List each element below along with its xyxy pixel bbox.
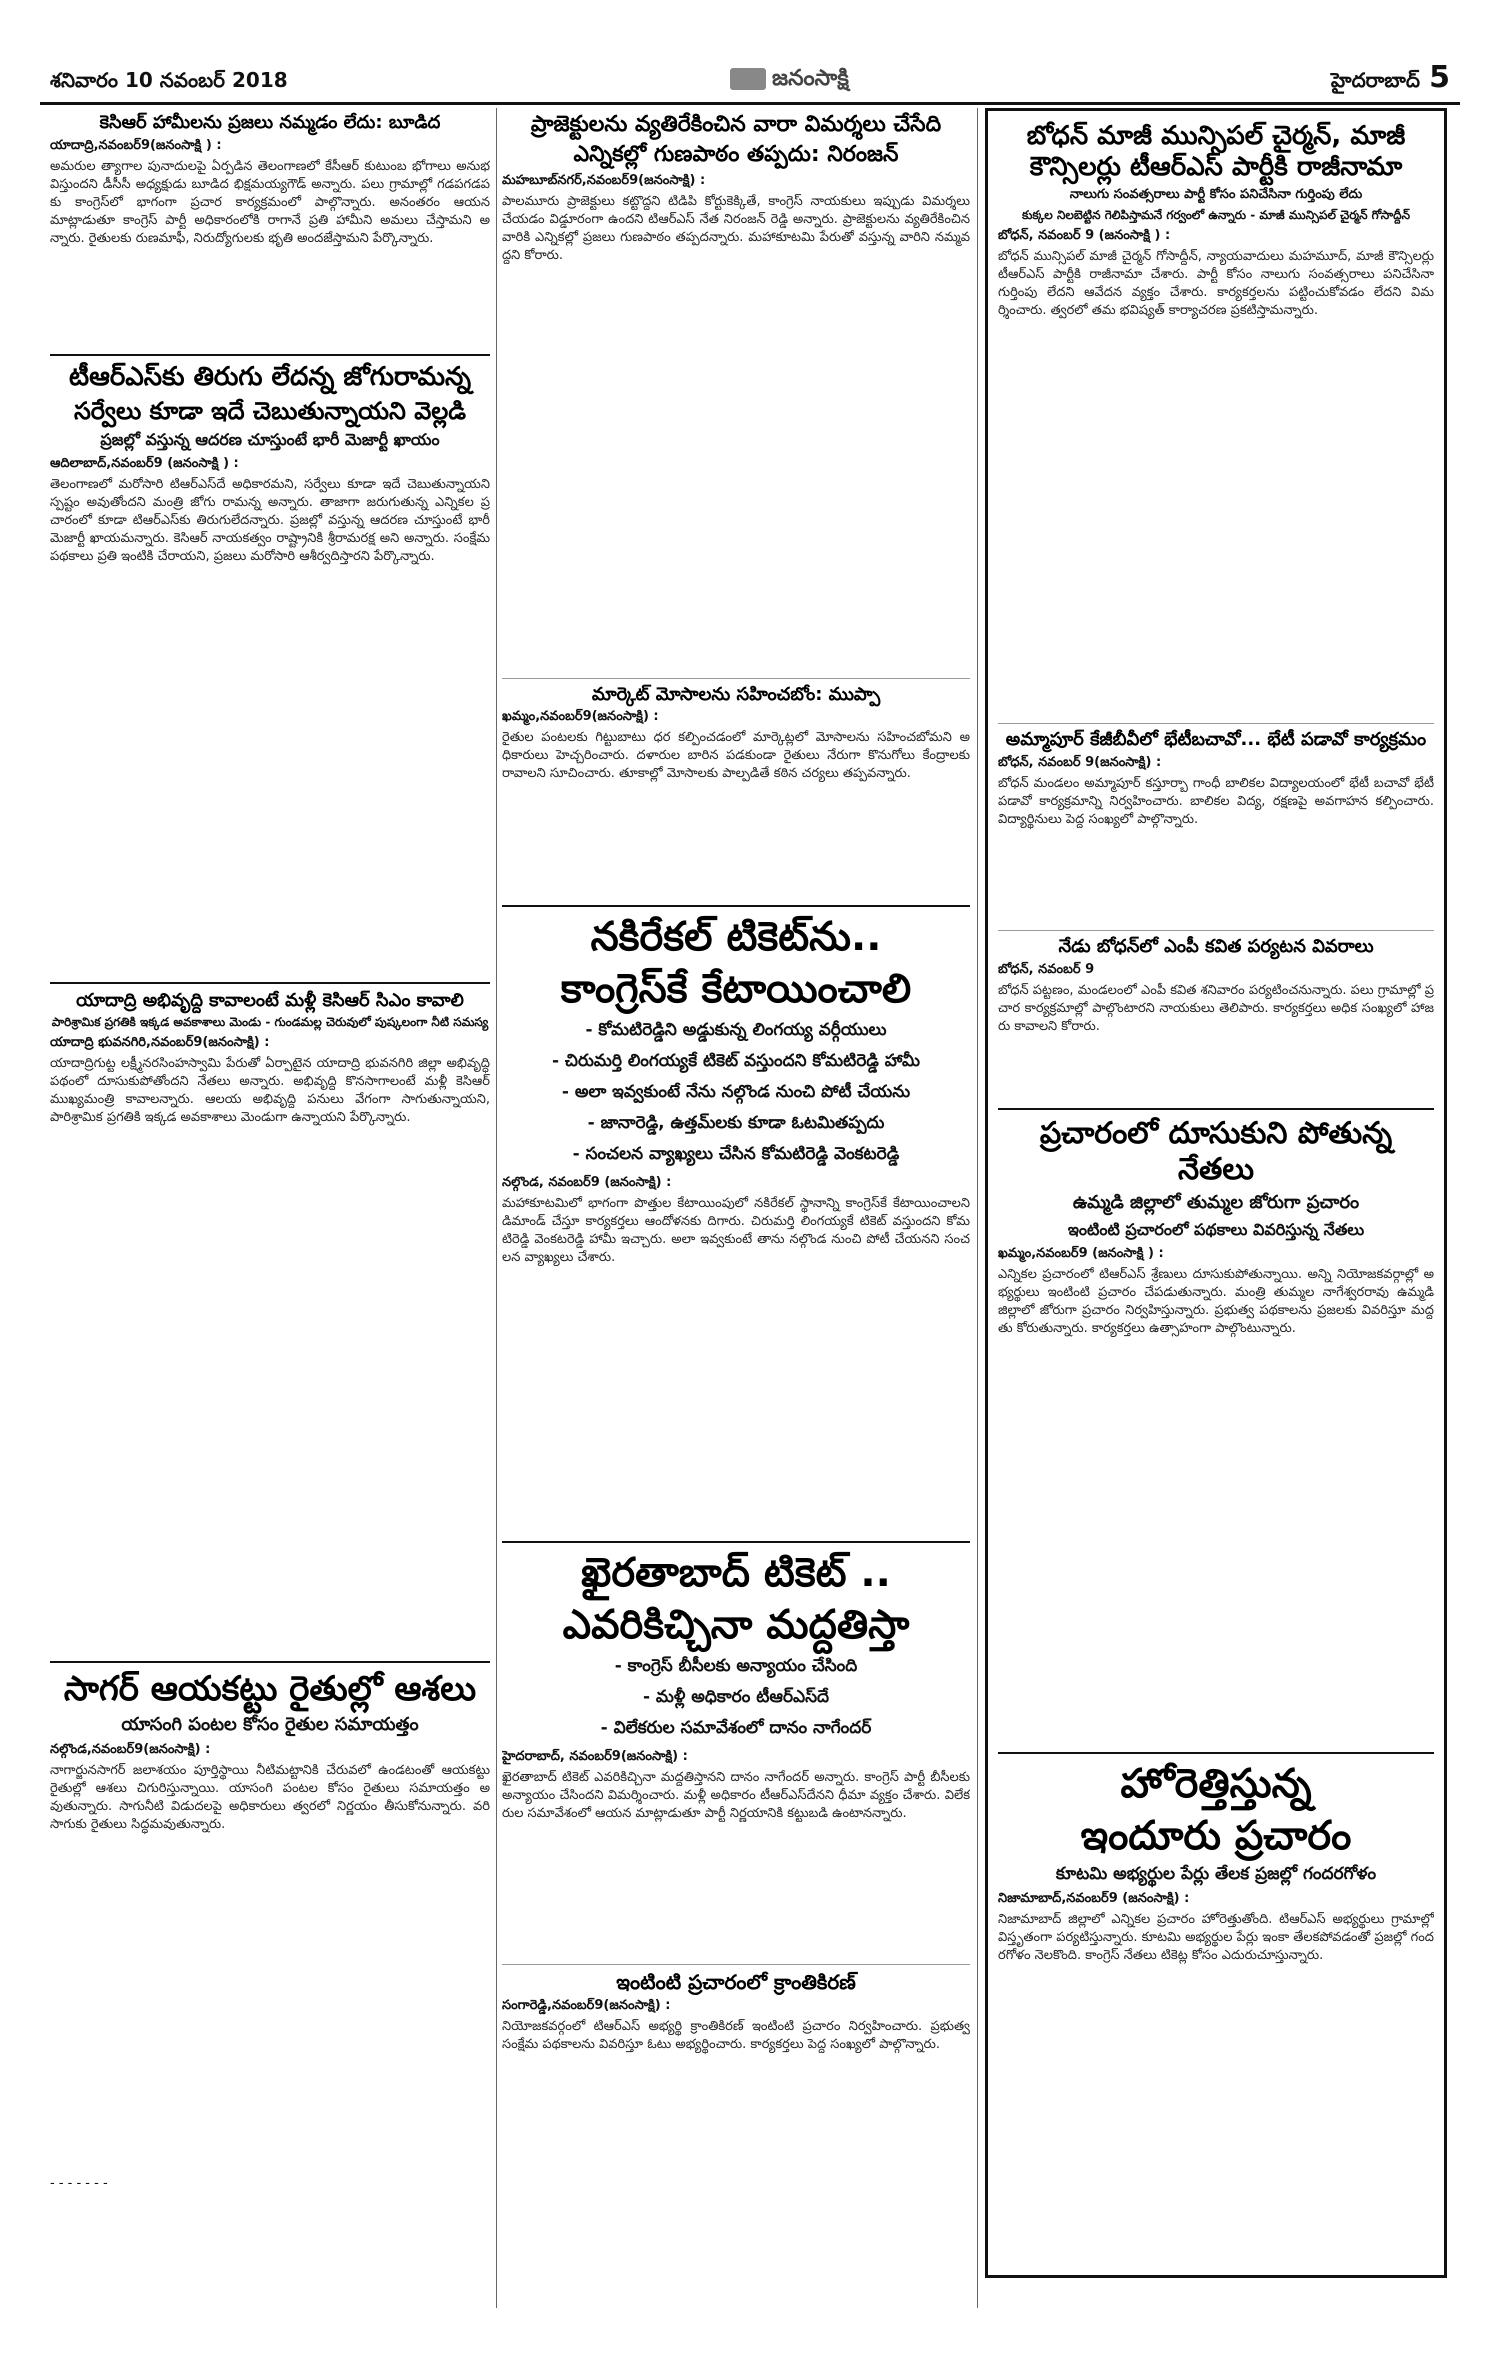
article-headline: కాంగ్రెస్‌కే కేటాయించాలి [560, 966, 912, 1013]
article-headline: ఖైరతాబాద్ టికెట్ .. [581, 1550, 891, 1597]
article-dateline: మహబూబ్‌నగర్,నవంబర్‌9(జనంసాక్షి) : [502, 172, 706, 188]
highlight-item: - కాంగ్రెస్ బీసీలకు అన్యాయం చేసింది [614, 1656, 858, 1677]
article-dateline: యాదాద్రి,నవంబర్‌9(జనంసాక్షి ) : [50, 137, 222, 153]
article-headline: ప్రాజెక్టులను వ్యతిరేకించిన వారా విమర్శలు చేసేది [530, 112, 942, 137]
page-number: 5 [1429, 60, 1450, 95]
article-divider [50, 1661, 490, 1663]
article-dateline: బోధన్, నవంబర్ 9 (జనంసాక్షి ) : [998, 228, 1171, 244]
article-body: ఎన్నికల ప్రచారంలో టిఆర్ఎస్ శ్రేణులు దూసుకుపోతున్నాయి. అన్ని నియోజకవర్గాల్లో అభ్యర్థులు ఇంటింటి ప్రచారం చేపడుతున్నారు. మంత్రి తుమ్మల నాగేశ్వరరావు ఉమ్మడి జిల్లాలో జోరుగా ప్రచారం నిర్వహిస్తున్నారు. ప్రభుత్వ పథకాలను ప్రజలకు వివరిస్తూ మద్దతు కోరుతున్నారు. కార్యకర్తలు ఉత్సాహంగా పాల్గొంటున్నారు. [998, 1266, 1434, 1336]
logo-icon [730, 68, 766, 90]
highlight-item: - కోమటిరెడ్డిని అడ్డుకున్న లింగయ్య వర్గీయులు [585, 1020, 887, 1041]
article-subhead: ఉమ్మడి జిల్లాలో తుమ్మల జోరుగా ప్రచారం [1072, 1191, 1360, 1213]
article-body: మహాకూటమిలో భాగంగా పొత్తుల కేటాయింపులో నకిరేకల్ స్థానాన్ని కాంగ్రెస్‌కే కేటాయించాలని డిమాండ్ చేస్తూ కార్యకర్తలు ఆందోళనకు దిగారు. చిరుమర్తి లింగయ్యకే టికెట్ వస్తుందని కోమటిరెడ్డి వెంకటరెడ్డి హామీ ఇచ్చారు. అలా ఇవ్వకుంటే తాను నల్గొండ నుంచి పోటీ చేయనని సంచలన వ్యాఖ్యలు చేశారు. [502, 1196, 970, 1266]
article-headline: బోధన్ మాజీ మున్సిపల్ చైర్మన్, మాజీ కౌన్సిలర్లు టీఆర్ఎస్ పార్టీకి రాజీనామా [1026, 121, 1406, 183]
article-divider [998, 723, 1434, 724]
edition-city: హైదరాబాద్ [1330, 68, 1420, 92]
article-headline: కెసిఆర్ హామీలను ప్రజలు నమ్మడం లేదు: బూడిద [99, 112, 441, 133]
article-body: తెలంగాణలో మరోసారి టిఆర్ఎస్‌దే అధికారమని, సర్వేలు కూడా ఇదే చెబుతున్నాయని స్పష్టం అవుతోందని మంత్రి జోగు రామన్న అన్నారు. తాజాగా జరుగుతున్న ఎన్నికల ప్రచారంలో కూడా టిఆర్ఎస్‌కు తిరుగులేదన్నారు. ప్రజల్లో వస్తున్న ఆదరణ చూస్తుంటే భారీ మెజార్టీ ఖాయమన్నారు. కెసిఆర్ నాయకత్వం రాష్ట్రానికి శ్రీరామరక్ష అని అన్నారు. సంక్షేమ పథకాలు ప్రతి ఇంటికి చేరాయని, ప్రజలు మరోసారి ఆశీర్వదిస్తారని పేర్కొన్నారు. [50, 476, 490, 564]
article-divider [502, 1541, 970, 1543]
article-body: బోధన్ మున్సిపల్ మాజీ చైర్మన్ గోసాద్దీన్, న్యాయవాదులు మహమూద్, మాజీ కౌన్సిలర్లు టీఆర్ఎస్ పార్టీకి రాజీనామా చేశారు. పార్టీ కోసం నాలుగు సంవత్సరాలు పనిచేసినా గుర్తింపు లేదని ఆవేదన వ్యక్తం చేశారు. కార్యకర్తలను పట్టించుకోవడం లేదని విమర్శించారు. త్వరలో తమ భవిష్యత్ కార్యాచరణ ప్రకటిస్తామన్నారు. [998, 249, 1434, 319]
article-subhead: కుక్కల నిలబెట్టిన గెలిపిస్తామనే గర్వంలో ఉన్నారు - మాజీ మున్సిపల్ చైర్మన్ గోసాద్దీన్ [1021, 208, 1411, 223]
article-divider [998, 1752, 1434, 1754]
article-headline: మార్కెట్ మోసాలను సహించబోం: ముప్పా [591, 683, 881, 705]
article-divider [50, 354, 490, 356]
article-body: ఖైరతాబాద్ టికెట్ ఎవరికిచ్చినా మద్దతిస్తానని దానం నాగేందర్ అన్నారు. కాంగ్రెస్ పార్టీ బీసీలకు అన్యాయం చేసిందని విమర్శించారు. మళ్లీ అధికారం టీఆర్ఎస్‌దేనని ధీమా వ్యక్తం చేశారు. విలేకరుల సమావేశంలో ఆయన మాట్లాడుతూ పార్టీ నిర్ణయానికి కట్టుబడి ఉంటానన్నారు. [502, 1770, 970, 1822]
article-subhead: నాలుగు సంవత్సరాలు పార్టీ కోసం పనిచేసినా గుర్తింపు లేదు [1069, 187, 1363, 203]
edition-date: శనివారం 10 నవంబర్ 2018 [50, 68, 288, 92]
column-divider [496, 108, 497, 2308]
highlight-item: - చిరుమర్తి లింగయ్యకే టికెట్ వస్తుందని కోమటిరెడ్డి హామీ [551, 1051, 921, 1072]
article-headline: ప్రచారంలో దూసుకుని పోతున్న నేతలు [1039, 1115, 1393, 1187]
article-dateline: బోధన్, నవంబర్ 9 [998, 961, 1095, 977]
article-headline: అమ్మాపూర్ కేజీబీవీలో భేటీబచావో... భేటీ పడావో కార్యక్రమం [1005, 729, 1427, 751]
highlight-item: - అలా ఇవ్వకుంటే నేను నల్గొండ నుంచి పోటీ చేయను [561, 1082, 911, 1103]
article-highlights [502, 1020, 970, 1168]
article-dateline: నిజామాబాద్,నవంబర్‌9 (జనంసాక్షి) : [998, 1890, 1190, 1906]
article-subhead: ఇంటింటి ప్రచారంలో పథకాలు వివరిస్తున్న నేతలు [1067, 1219, 1365, 1239]
article-dateline: యాదాద్రి భువనగిరి,నవంబర్‌9(జనంసాక్షి) : [50, 1035, 270, 1051]
article-body: నియోజకవర్గంలో టిఆర్ఎస్ అభ్యర్థి క్రాంతికిరణ్ ఇంటింటి ప్రచారం నిర్వహించారు. ప్రభుత్వ సంక్షేమ పథకాలను వివరిస్తూ ఓటు అభ్యర్థించారు. కార్యకర్తలు పెద్ద సంఖ్యలో పాల్గొన్నారు. [502, 2019, 970, 2053]
article-headline: యాదాద్రి అభివృద్ది కావాలంటే మళ్లీ కెసిఆర్ సిఎం కావాలి [76, 989, 464, 1011]
article-divider [998, 1108, 1434, 1110]
article-dateline: ఆదిలాబాద్,నవంబర్‌9 (జనంసాక్షి ) : [50, 455, 239, 471]
article-headline: నకిరేకల్ టికెట్‌ను.. [590, 914, 882, 961]
highlight-item: - మళ్లీ అధికారం టీఆర్ఎస్‌దే [642, 1687, 830, 1708]
paper-name: జనంసాక్షి [772, 66, 849, 91]
article-headline: సర్వేలు కూడా ఇదే చెబుతున్నాయని వెల్లడి [73, 396, 467, 425]
article-headline: నేడు బోధన్‌లో ఎంపీ కవిత పర్యటన వివరాలు [1058, 935, 1374, 957]
article-highlights [502, 1656, 970, 1742]
article-divider [502, 678, 970, 679]
article-headline: ఎవరికిచ్చినా మద్దతిస్తా [562, 1602, 910, 1649]
article-subhead: కూటమి అభ్యర్థుల పేర్లు తేలక ప్రజల్లో గందరగోళం [1055, 1863, 1377, 1884]
highlight-item: - విలేకరుల సమావేశంలో దానం నాగేందర్ [600, 1718, 872, 1739]
article-dateline: ఖమ్మం,నవంబర్‌9 (జనంసాక్షి ) : [998, 1245, 1164, 1261]
article-body: అమరుల త్యాగాల పునాదులపై ఏర్పడిన తెలంగాణలో కేసీఆర్ కుటుంబ భోగాలు అనుభవిస్తుందని డీసీసీ అధ్యక్షుడు బూడిద భిక్షమయ్యగౌడ్ అన్నారు. పలు గ్రామాల్లో గడపగడపకు కాంగ్రెస్‌లో భాగంగా ప్రచార కార్యక్రమంలో పాల్గొన్నారు. అనంతరం ఆయన మాట్లాడుతూ కాంగ్రెస్ పార్టీ అధికారంలోకి రాగానే ప్రతి హామీని అమలు చేస్తామని అన్నారు. రైతులకు రుణమాఫీ, నిరుద్యోగులకు భృతి అందజేస్తామని పేర్కొన్నారు. [50, 158, 490, 246]
article-dateline: ఖమ్మం,నవంబర్‌9(జనంసాక్షి) : [502, 709, 659, 725]
article-divider [502, 1964, 970, 1965]
article-body: యాదాద్రిగుట్ట లక్ష్మీనరసింహస్వామి పేరుతో ఏర్పాటైన యాదాద్రి భువనగిరి జిల్లా అభివృద్ధి పథంలో దూసుకుపోతోందని నేతలు అన్నారు. అభివృద్ది కొనసాగాలంటే మళ్లీ కెసిఆర్ ముఖ్యమంత్రి కావాలన్నారు. ఆలయ అభివృద్ది పనులు వేగంగా సాగుతున్నాయని, పారిశ్రామిక ప్రగతికి ఇక్కడ అవకాశాలు మెండుగా ఉన్నాయని పేర్కొన్నారు. [50, 1056, 490, 1126]
article-headline: హోరెత్తిస్తున్న [1120, 1760, 1312, 1807]
article-subhead: ప్రజల్లో వస్తున్న ఆదరణ చూస్తుంటే భారీ మెజార్టీ ఖాయం [100, 429, 440, 449]
article-dateline: హైదరాబాద్, నవంబర్‌9(జనంసాక్షి) : [502, 1749, 688, 1765]
column-right [985, 108, 1447, 2308]
end-mark: - - - - - - - [50, 2175, 108, 2191]
article-dateline: నల్గొండ, నవంబర్‌9 (జనంసాక్షి) : [502, 1175, 672, 1191]
article-divider [502, 905, 970, 907]
boxed-section [985, 108, 1447, 2278]
article-headline: సాగర్ ఆయకట్టు రైతుల్లో ఆశలు [63, 1669, 477, 1710]
article-headline: ఇంటింటి ప్రచారంలో క్రాంతికిరణ్ [616, 1970, 856, 1995]
article-dateline: బోధన్, నవంబర్ 9(జనంసాక్షి) : [998, 754, 1162, 770]
masthead-logo [730, 66, 849, 96]
column-divider [977, 108, 978, 2308]
article-body: రైతుల పంటలకు గిట్టుబాటు ధర కల్పించడంలో మార్కెట్లలో మోసాలను సహించబోమని అధికారులు హెచ్చరించారు. దళారుల బారిన పడకుండా రైతులు నేరుగా కొనుగోలు కేంద్రాలకు రావాలని సూచించారు. తూకాల్లో మోసాలకు పాల్పడితే కఠిన చర్యలు తప్పవన్నారు. [502, 730, 970, 782]
column-left [50, 108, 490, 2308]
article-headline: ఎన్నికల్లో గుణపాఠం తప్పదు: నిరంజన్ [573, 142, 899, 168]
article-divider [998, 930, 1434, 931]
article-subhead: పారిశ్రామిక ప్రగతికి ఇక్కడ అవకాశాలు మెండు - గుండమల్ల చెరువులో పుష్కలంగా నీటి సమస్య [51, 1015, 489, 1030]
header-divider [40, 102, 1460, 105]
highlight-item: - జానారెడ్డి, ఉత్తమ్‌లకు కూడా ఓటమితప్పదు [587, 1113, 885, 1134]
article-headline: టీఆర్ఎస్‌కు తిరుగు లేదన్న జోగురామన్న [69, 361, 471, 392]
article-dateline: సంగారెడ్డి,నవంబర్‌9(జనంసాక్షి) : [502, 1998, 671, 2014]
article-body: పాలమూరు ప్రాజెక్టులు కట్టొద్దని టిడిపి కోర్టుకెక్కితే, కాంగ్రెస్ నాయకులు ఇప్పుడు విమర్శలు చేయడం విడ్డూరంగా ఉందని టిఆర్ఎస్ నేత నిరంజన్ రెడ్డి అన్నారు. ప్రాజెక్టులను వ్యతిరేకించిన వారికి ఎన్నికల్లో ప్రజలు గుణపాఠం తప్పదన్నారు. మహాకూటమి పేరుతో వస్తున్న వారిని నమ్మవద్దని కోరారు. [502, 193, 970, 263]
article-headline: ఇందూరు ప్రచారం [1080, 1812, 1352, 1859]
highlight-item: - సంచలన వ్యాఖ్యలు చేసిన కోమటిరెడ్డి వెంకటరెడ్డి [572, 1144, 900, 1165]
page-header [40, 58, 1460, 106]
article-subhead: యాసంగి పంటల కోసం రైతుల సమాయత్తం [121, 1713, 419, 1735]
article-body: బోధన్ మండలం అమ్మాపూర్ కస్తూర్బా గాంధీ బాలికల విద్యాలయంలో భేటీ బచావో భేటీ పడావో కార్యక్రమాన్ని నిర్వహించారు. బాలికల విద్య, రక్షణపై అవగాహన కల్పించారు. విద్యార్థినులు పెద్ద సంఖ్యలో పాల్గొన్నారు. [998, 775, 1434, 827]
article-body: నిజామాబాద్ జిల్లాలో ఎన్నికల ప్రచారం హోరెత్తుతోంది. టిఆర్ఎస్ అభ్యర్థులు గ్రామాల్లో విస్తృతంగా పర్యటిస్తున్నారు. కూటమి అభ్యర్థుల పేర్లు ఇంకా తేలకపోవడంతో ప్రజల్లో గందరగోళం నెలకొంది. కాంగ్రెస్ నేతలు టికెట్ల కోసం ఎదురుచూస్తున్నారు. [998, 1911, 1434, 1963]
column-middle [502, 108, 970, 2308]
article-body: నాగార్జునసాగర్ జలాశయం పూర్తిస్థాయి నీటిమట్టానికి చేరువలో ఉండటంతో ఆయకట్టు రైతుల్లో ఆశలు చిగురిస్తున్నాయి. యాసంగి పంటల కోసం రైతులు సమాయత్తం అవుతున్నారు. సాగునీటి విడుదలపై అధికారులు త్వరలో నిర్ణయం తీసుకోనున్నారు. వరి సాగుకు రైతులు సిద్ధమవుతున్నారు. [50, 1762, 490, 1832]
article-divider [50, 982, 490, 984]
article-body: బోధన్ పట్టణం, మండలంలో ఎంపీ కవిత శనివారం పర్యటించనున్నారు. పలు గ్రామాల్లో ప్రచార కార్యక్రమాల్లో పాల్గొంటారని నాయకులు తెలిపారు. కార్యకర్తలు అధిక సంఖ్యలో హాజరు కావాలని కోరారు. [998, 982, 1434, 1034]
article-dateline: నల్గొండ,నవంబర్‌9(జనంసాక్షి) : [50, 1741, 211, 1757]
